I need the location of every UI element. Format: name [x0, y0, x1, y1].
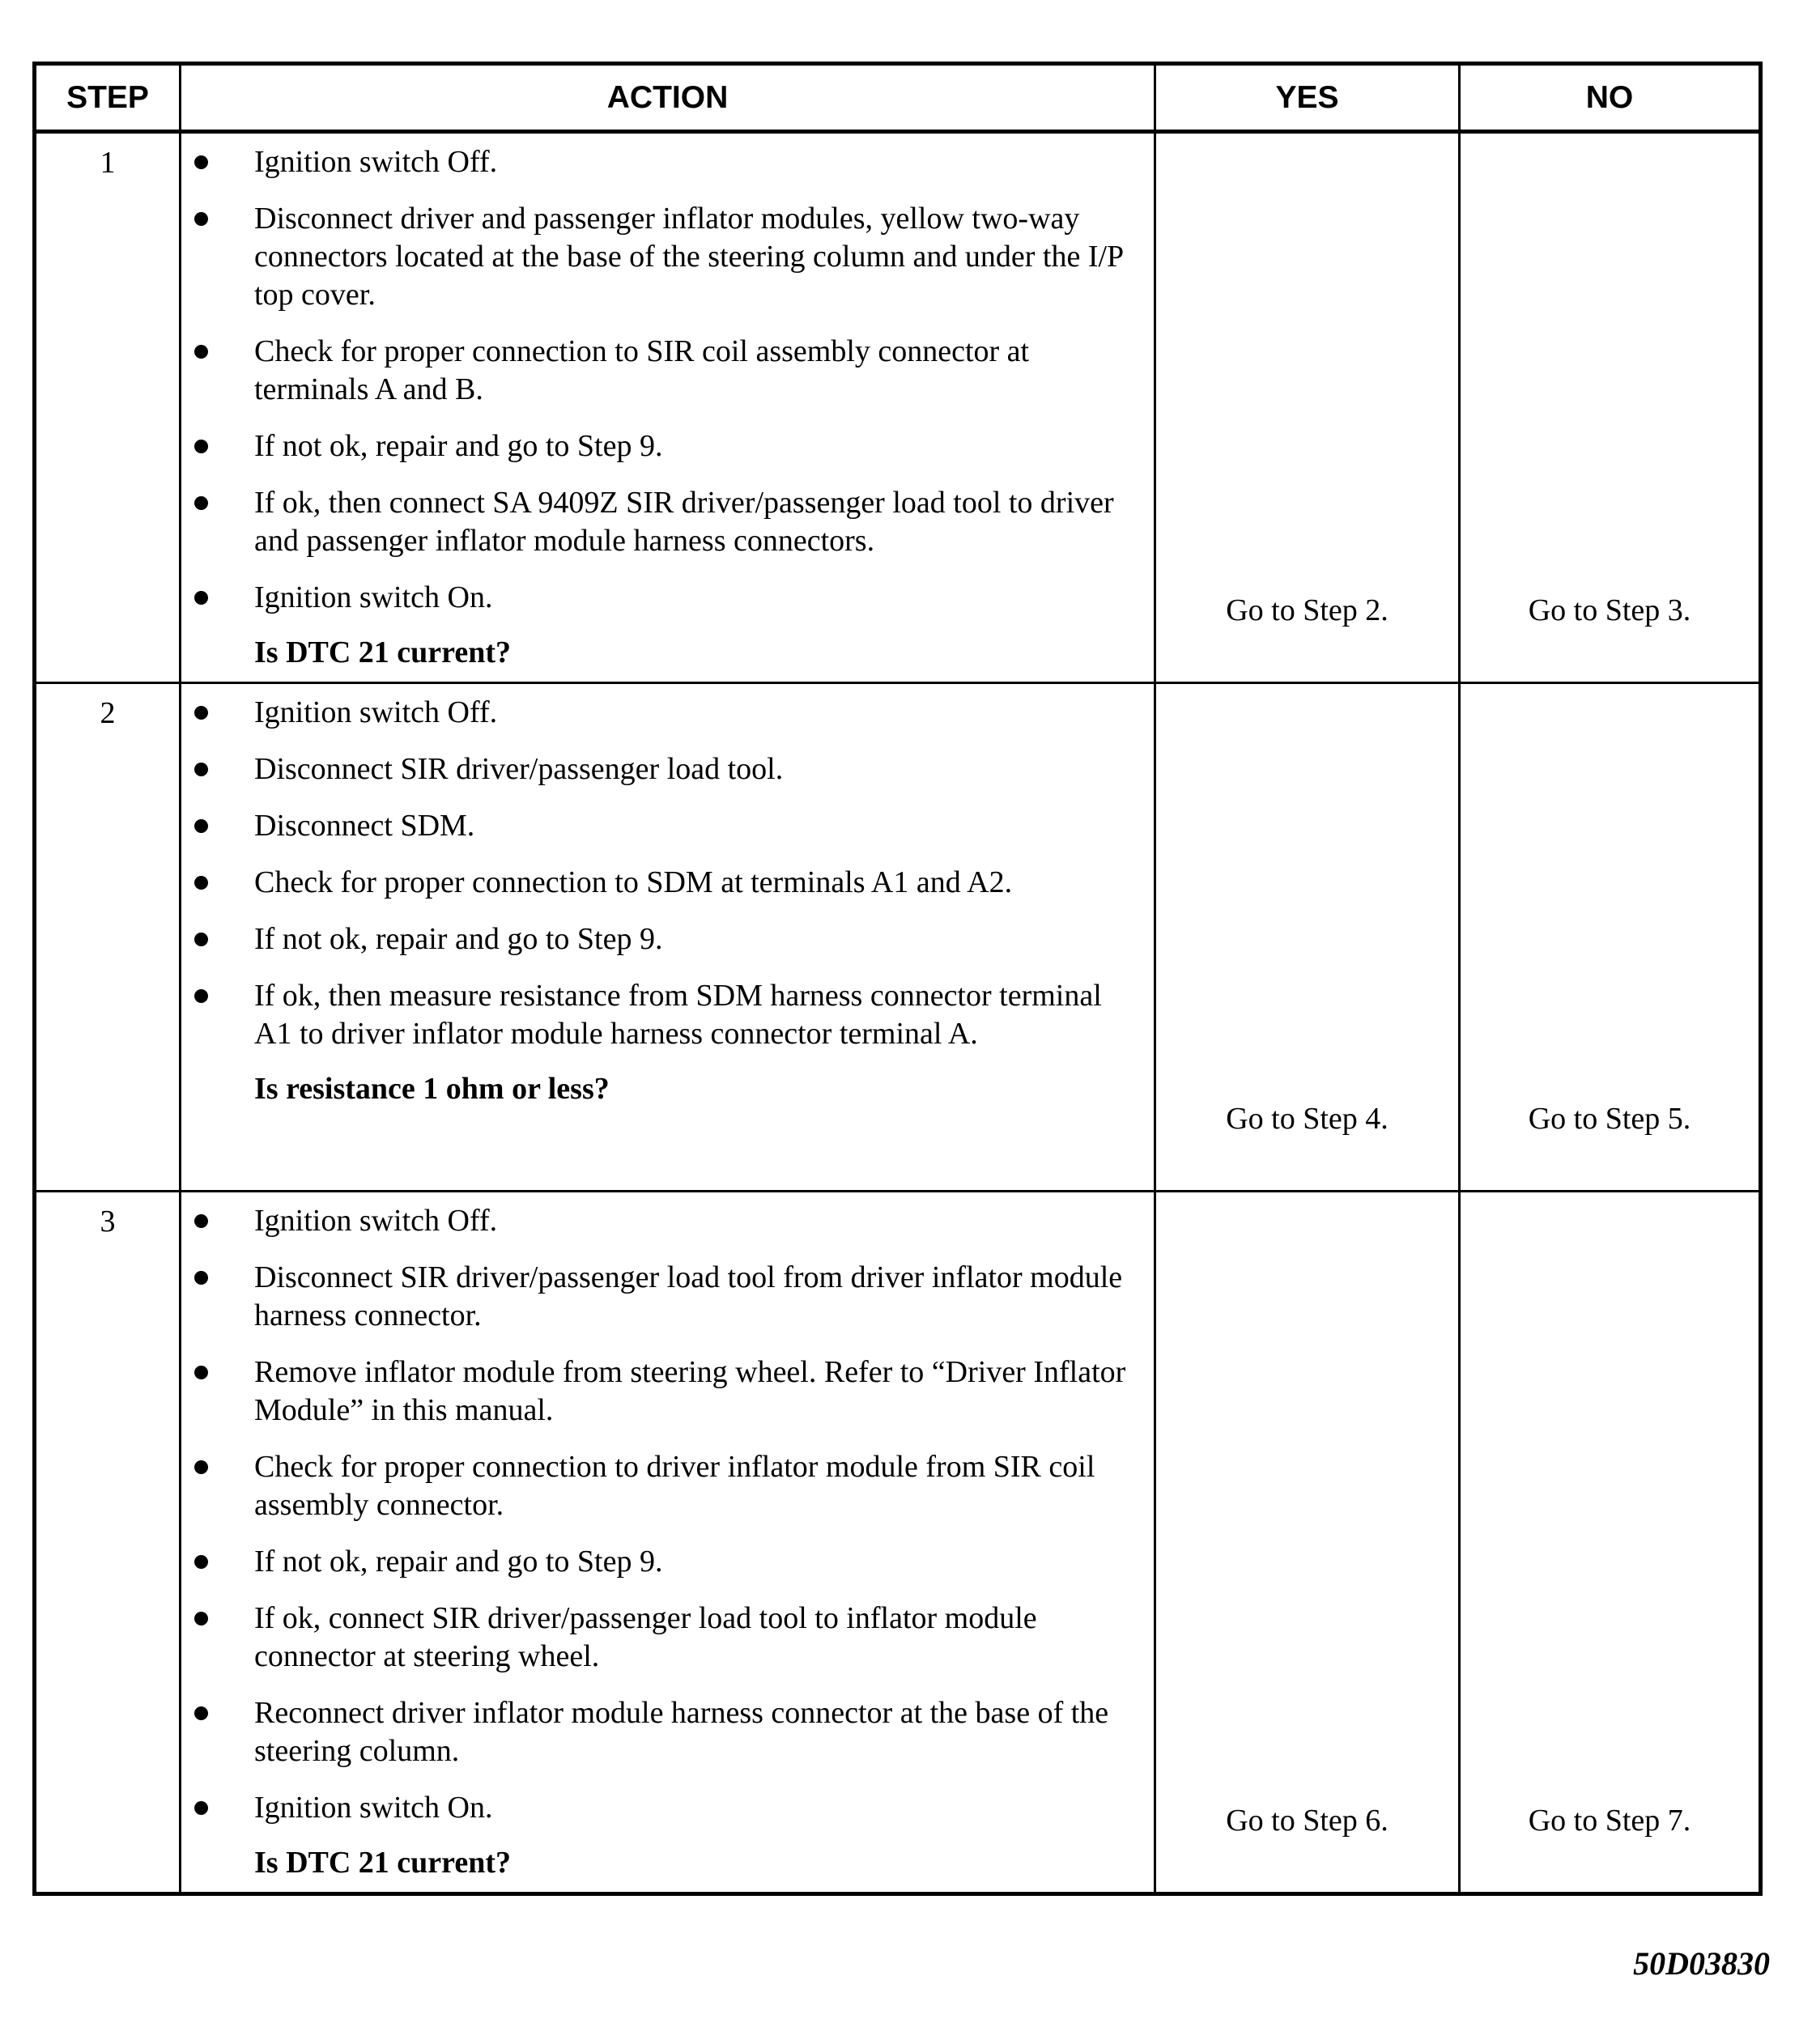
diagnostic-table [32, 62, 1763, 1896]
action-item [193, 1448, 1129, 1524]
step-question: Is DTC 21 current? [254, 635, 512, 669]
action-text: Disconnect SIR driver/passenger load tool from driver inflator module harness connector. [254, 1260, 1123, 1332]
table-row [35, 1192, 1761, 1894]
step-question: Is resistance 1 ohm or less? [254, 1072, 610, 1106]
action-text: Check for proper connection to SDM at terminals A1 and A2. [254, 865, 1013, 899]
action-text: Reconnect driver inflator module harness connector at the base of the steering column. [254, 1696, 1109, 1768]
bullet-icon [194, 1555, 208, 1569]
header-yes: YES [1155, 64, 1460, 132]
action-cell [181, 1192, 1155, 1894]
bullet-icon [194, 1214, 208, 1228]
action-text: Check for proper connection to SIR coil assembly connector at terminals A and B. [254, 334, 1030, 406]
action-list [193, 1202, 1129, 1827]
bullet-icon [194, 155, 208, 169]
action-item [193, 694, 1129, 732]
action-text: If not ok, repair and go to Step 9. [254, 429, 663, 463]
action-cell [181, 683, 1155, 1192]
bullet-icon [194, 763, 208, 776]
action-text: If not ok, repair and go to Step 9. [254, 922, 663, 956]
action-text: Check for proper connection to driver inflator module from SIR coil assembly connector. [254, 1450, 1095, 1522]
action-text: Disconnect SDM. [254, 809, 475, 843]
action-item [193, 200, 1129, 314]
yes-result: Go to Step 6. [1155, 1192, 1460, 1894]
no-result: Go to Step 7. [1460, 1192, 1761, 1894]
action-item [193, 807, 1129, 845]
action-text: If ok, then connect SA 9409Z SIR driver/passenger load tool to driver and passenger inflator module harness connectors. [254, 486, 1114, 558]
step-number: 3 [35, 1192, 181, 1894]
action-item [193, 977, 1129, 1053]
action-item [193, 1600, 1129, 1676]
action-text: Remove inflator module from steering wheel. Refer to “Driver Inflator Module” in this manual. [254, 1355, 1126, 1427]
bullet-icon [194, 591, 208, 605]
bullet-icon [194, 1460, 208, 1474]
bullet-icon [194, 1271, 208, 1285]
action-text: Disconnect driver and passenger inflator modules, yellow two-way connectors located at the base of the steering column and under the I/P top cover. [254, 202, 1123, 312]
header-no: NO [1460, 64, 1761, 132]
bullet-icon [194, 1366, 208, 1379]
bullet-icon [194, 876, 208, 890]
action-item [193, 1259, 1129, 1335]
bullet-icon [194, 1612, 208, 1625]
header-row [35, 64, 1761, 132]
action-text: If not ok, repair and go to Step 9. [254, 1545, 663, 1579]
action-item [193, 427, 1129, 465]
header-step: STEP [35, 64, 181, 132]
action-item [193, 1353, 1129, 1430]
action-item [193, 1694, 1129, 1770]
no-result: Go to Step 3. [1460, 132, 1761, 683]
action-text: Disconnect SIR driver/passenger load tool. [254, 752, 784, 786]
action-item [193, 333, 1129, 409]
bullet-icon [194, 212, 208, 226]
action-item [193, 579, 1129, 617]
bullet-icon [194, 440, 208, 453]
action-item [193, 1789, 1129, 1827]
action-list [193, 143, 1129, 617]
bullet-icon [194, 933, 208, 946]
header-action: ACTION [181, 64, 1155, 132]
step-number: 1 [35, 132, 181, 683]
bullet-icon [194, 496, 208, 510]
step-question: Is DTC 21 current? [254, 1846, 512, 1880]
action-text: Ignition switch Off. [254, 695, 498, 729]
action-text: If ok, connect SIR driver/passenger load tool to inflator module connector at steering wheel. [254, 1601, 1037, 1673]
action-item [193, 864, 1129, 902]
bullet-icon [194, 1706, 208, 1720]
figure-code: 50D03830 [1633, 1945, 1770, 1982]
bullet-icon [194, 345, 208, 359]
action-item [193, 1202, 1129, 1240]
action-item [193, 143, 1129, 181]
action-item [193, 1543, 1129, 1581]
bullet-icon [194, 706, 208, 720]
step-number: 2 [35, 683, 181, 1192]
action-text: Ignition switch On. [254, 580, 493, 614]
bullet-icon [194, 989, 208, 1003]
action-item [193, 920, 1129, 958]
action-item [193, 750, 1129, 788]
yes-result: Go to Step 2. [1155, 132, 1460, 683]
bullet-icon [194, 819, 208, 833]
table-row [35, 683, 1761, 1192]
no-result: Go to Step 5. [1460, 683, 1761, 1192]
action-list [193, 694, 1129, 1053]
bullet-icon [194, 1801, 208, 1815]
action-text: If ok, then measure resistance from SDM harness connector terminal A1 to driver inflator module harness connector terminal A. [254, 979, 1102, 1051]
action-text: Ignition switch Off. [254, 1204, 498, 1238]
action-cell [181, 132, 1155, 683]
action-item [193, 484, 1129, 560]
yes-result: Go to Step 4. [1155, 683, 1460, 1192]
action-text: Ignition switch On. [254, 1791, 493, 1825]
action-text: Ignition switch Off. [254, 145, 498, 179]
table-row [35, 132, 1761, 683]
